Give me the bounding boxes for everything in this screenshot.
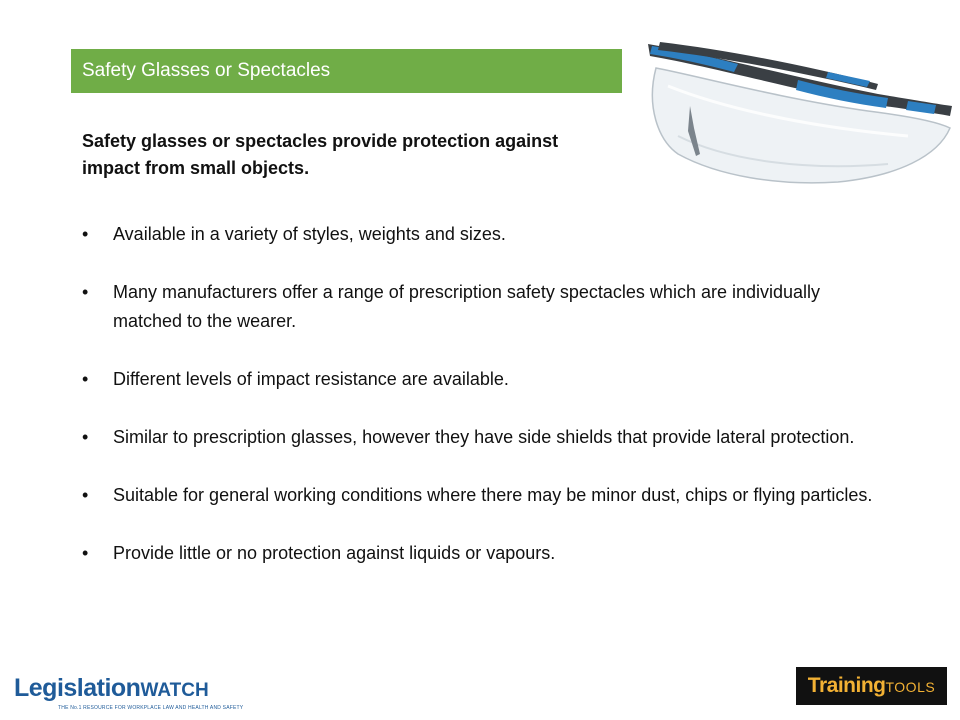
bullet-item xyxy=(82,220,882,249)
bullet-text: Different levels of impact resistance are available. xyxy=(113,369,509,389)
bullet-dot-icon: • xyxy=(82,282,89,302)
bullet-item xyxy=(82,539,882,568)
bullet-dot-icon: • xyxy=(82,224,89,244)
bullet-dot-icon: • xyxy=(82,427,89,447)
safety-glasses-image xyxy=(638,36,954,186)
slide-title: Safety Glasses or Spectacles xyxy=(82,60,331,81)
bullet-text: Suitable for general working conditions where there may be minor dust, chips or flying particles. xyxy=(113,485,873,505)
logo-word-main: Legislation xyxy=(14,674,141,702)
bullet-item xyxy=(82,365,882,394)
bullet-text: Provide little or no protection against liquids or vapours. xyxy=(113,543,556,563)
bullet-item xyxy=(82,278,882,336)
logo-word-main: Training xyxy=(807,674,886,697)
bullet-text: Many manufacturers offer a range of prescription safety spectacles which are individually matched to the wearer. xyxy=(113,282,821,331)
bullet-dot-icon: • xyxy=(82,369,89,389)
lead-statement: Safety glasses or spectacles provide protection against impact from small objects. xyxy=(82,131,559,178)
training-tools-logo xyxy=(796,667,947,705)
bullet-item xyxy=(82,423,882,452)
bullet-item xyxy=(82,481,882,510)
legislation-watch-logo xyxy=(14,674,244,711)
bullet-dot-icon: • xyxy=(82,485,89,505)
bullet-text: Similar to prescription glasses, however they have side shields that provide lateral protection. xyxy=(113,427,855,447)
bullet-text: Available in a variety of styles, weights and sizes. xyxy=(113,224,506,244)
bullet-list xyxy=(82,220,882,597)
logo-tagline: THE No.1 RESOURCE FOR WORKPLACE LAW AND HEALTH AND SAFETY xyxy=(58,705,244,711)
bullet-dot-icon: • xyxy=(82,543,89,563)
slide-title-bar xyxy=(71,49,622,93)
logo-word-accent: TOOLS xyxy=(885,679,936,695)
logo-word-accent: WATCH xyxy=(140,680,209,701)
